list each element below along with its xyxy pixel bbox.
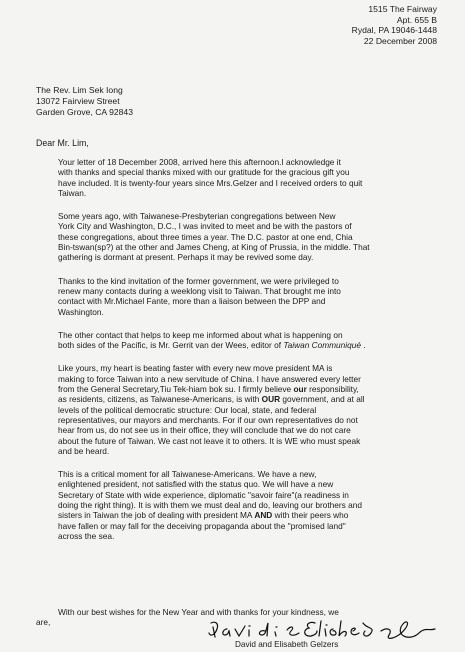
body-line: Like yours, my heart is beating faster with every new move president MA is bbox=[58, 363, 333, 374]
body-text: both sides of the Pacific, is Mr. Gerrit van der Wees, editor of bbox=[58, 340, 284, 351]
body-line: have fallen or may fall for the deceiving propaganda about the "promised land" bbox=[58, 520, 346, 531]
body-line: Thanks to the kind invitation of the former government, we were privileged to bbox=[58, 275, 339, 286]
body-line: Taiwan. bbox=[58, 187, 87, 198]
paragraph-6 bbox=[36, 469, 444, 541]
body-text: as residents, citizens, as Taiwanese-Americans, is with bbox=[58, 394, 262, 405]
salutation: Dear Mr. Lim, bbox=[36, 138, 89, 148]
body-line: Bin-tswan(sp?) at the other and James Cheng, at King of Prussia, in the middle. That bbox=[58, 242, 370, 253]
body-line: with thanks and special thanks mixed with our gratitude for the gracious gift you bbox=[58, 167, 350, 178]
sender-line: 1515 The Fairway bbox=[368, 4, 437, 14]
recipient-line: The Rev. Lim Sek Iong bbox=[36, 85, 123, 95]
body-line: representatives, our mayors and merchants. For if our own representatives do not bbox=[58, 414, 358, 425]
body-line: and be heard. bbox=[58, 445, 110, 456]
paragraph-5 bbox=[36, 363, 444, 456]
body-text: . bbox=[360, 340, 366, 351]
body-line: Your letter of 18 December 2008, arrived here this afternoon.I acknowledge it bbox=[58, 157, 341, 167]
letter-date: 22 December 2008 bbox=[363, 35, 437, 46]
body-line: making to force Taiwan into a new servitude of China. I have answered every letter bbox=[58, 373, 361, 384]
body-line: contact with Mr.Michael Fante, more than a liaison between the DPP and bbox=[58, 296, 326, 307]
body-line bbox=[36, 384, 444, 394]
body-line: about the future of Taiwan. We cast not leave it to others. It is WE who must speak bbox=[58, 435, 361, 446]
body-line: have included. It is twenty-four years since Mrs.Gelzer and I received orders to quit bbox=[58, 177, 363, 188]
body-line: York City and Washington, D.C., I was invited to meet and be with the pastors of bbox=[58, 221, 352, 232]
sender-address bbox=[352, 4, 437, 46]
body-line: The other contact that helps to keep me informed about what is happening on bbox=[58, 329, 343, 340]
body-line bbox=[36, 510, 444, 520]
body-text: responsibility, bbox=[306, 384, 359, 395]
typed-signature: David and Elisabeth Gelzers bbox=[235, 640, 339, 649]
body-line: these congregations, about three times a year. The D.C. pastor at one end, Chia bbox=[58, 231, 353, 242]
recipient-line: Garden Grove, CA 92843 bbox=[36, 107, 133, 117]
letter-body bbox=[36, 157, 444, 554]
body-line: Washington. bbox=[58, 306, 104, 317]
body-line: hear from us, do not see us in their office, they will conclude that we do not care bbox=[58, 425, 351, 436]
body-text: sisters in Taiwan the job of dealing with president MA bbox=[58, 510, 255, 521]
paragraph-2 bbox=[36, 211, 444, 262]
body-line: gathering is dormant at present. Perhaps it may be revived some day. bbox=[58, 252, 314, 263]
publication-title: Taiwan Communiqué bbox=[283, 340, 361, 351]
recipient-line: 13072 Fairview Street bbox=[36, 96, 120, 106]
body-line: This is a critical moment for all Taiwanese-Americans. We have a new, bbox=[58, 469, 317, 480]
emphasis-our-caps: OUR bbox=[261, 394, 281, 405]
paragraph-3 bbox=[36, 276, 444, 317]
body-line bbox=[36, 394, 444, 404]
body-line bbox=[36, 340, 444, 350]
body-line: Secretary of State with wide experience, diplomatic "savoir faire"(a readiness in bbox=[58, 489, 349, 500]
body-line: levels of the political democratic structure: Our local, state, and federal bbox=[58, 404, 317, 415]
emphasis-and: AND bbox=[254, 510, 273, 521]
sender-line: Apt. 655 B bbox=[396, 14, 437, 25]
recipient-address bbox=[36, 85, 133, 118]
closing-line: With our best wishes for the New Year and with thanks for your kindness, we bbox=[58, 607, 339, 617]
body-text: with their peers who bbox=[272, 510, 349, 521]
body-line: across the sea. bbox=[58, 530, 115, 541]
paragraph-4 bbox=[36, 330, 444, 351]
body-line: Some years ago, with Taiwanese-Presbyterian congregations between New bbox=[58, 211, 336, 222]
body-line: enlightened president, not satisfied with the status quo. We will have a new bbox=[58, 479, 334, 490]
sender-line: Rydal, PA 19046-1448 bbox=[351, 25, 437, 36]
body-line: doing the right thing). It is with them we must deal and do, leaving our brothers and bbox=[58, 500, 362, 511]
emphasis-our: our bbox=[293, 384, 307, 395]
body-text: government, and at all bbox=[280, 394, 365, 405]
body-line: renew many contacts during a weeklong visit to Taiwan. That brought me into bbox=[58, 285, 341, 296]
body-text: from the General Secretary,Tiu Tek-hiam bok su. I firmly believe bbox=[58, 384, 294, 395]
paragraph-1 bbox=[36, 157, 444, 198]
closing-line: are, bbox=[36, 617, 51, 628]
